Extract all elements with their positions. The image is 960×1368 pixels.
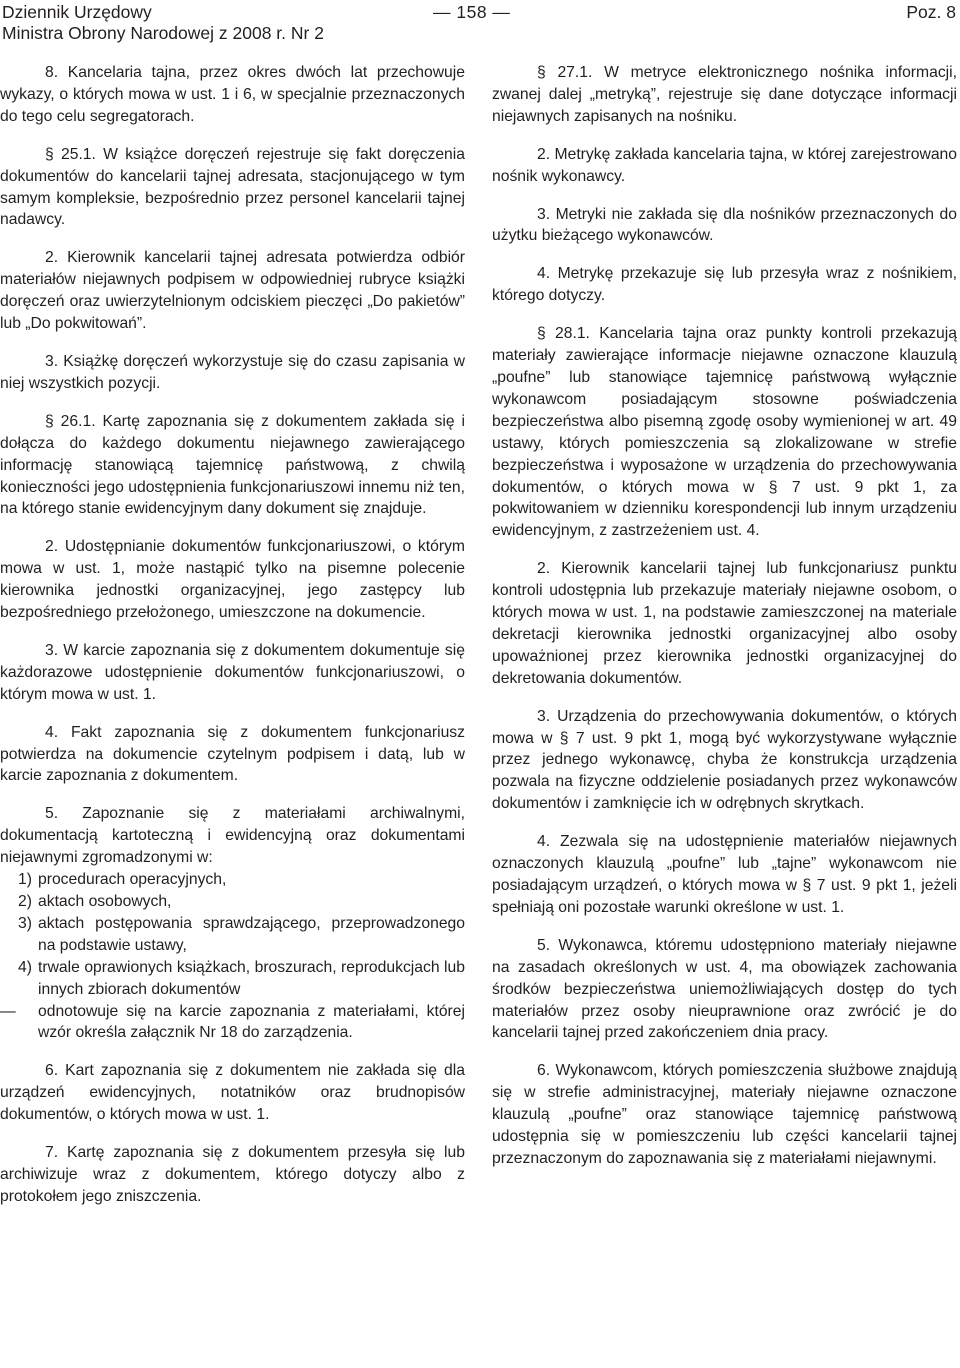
right-column xyxy=(492,62,957,1186)
paragraph: 6. Kart zapoznania się z dokumentem nie zakłada się dla urządzeń ewidencyjnych, notatników oraz brudnopisów dokumentów, o których mowa w ust. 1. xyxy=(0,1062,465,1124)
section-26: § 26.1. Kartę zapoznania się z dokumentem zakłada się i dołącza do każdego dokumentu niejawnego zawierającego informację stanowiącą tajemnicę państwową, z chwilą konieczności jego udostępnienia funkcjonariuszowi innemu niż ten, na którego stanie ewidencyjnym dany dokument się znajduje. xyxy=(0,412,465,518)
page-header xyxy=(0,0,960,48)
paragraph: 2. Metrykę zakłada kancelaria tajna, w której zarejestrowano nośnik wykonawcy. xyxy=(492,145,957,185)
paragraph: 8. Kancelaria tajna, przez okres dwóch lat przechowuje wykazy, o których mowa w ust. 1 i 6, w specjalnie przeznaczonych do tego celu segregatorach. xyxy=(0,64,465,125)
dash-clause xyxy=(0,1001,465,1045)
list-marker: 1) xyxy=(18,871,32,889)
section-27: § 27.1. W metryce elektronicznego nośnika informacji, zwanej dalej „metryką”, rejestruje się dane dotyczące informacji niejawnych zapisanych na nośniku. xyxy=(492,64,957,125)
paragraph: 5. Zapoznanie się z materiałami archiwalnymi, dokumentacją kartoteczną i ewidencyjną oraz dokumentami niejawnymi zgromadzonymi w: xyxy=(0,805,465,867)
section-28: § 28.1. Kancelaria tajna oraz punkty kontroli przekazują materiały zawierające informacje niejawne oznaczone klauzulą „poufne” lub stanowiące tajemnicę państwową wyłącznie wykonawcom posiadającym stosowne poświadczenia bezpieczeństwa albo pisemną zgodę osoby wymienionej w art. 49 ustawy, których pomieszczenia są zlokalizowane w strefie bezpieczeństwa i wyposażone w urządzenia do przechowywania dokumentów, o których mowa w § 7 ust. 9 pkt 1, za pokwitowaniem w dzienniku korespondencji lub innym urządzeniu ewidencyjnym, z zastrzeżeniem ust. 4. xyxy=(492,325,957,540)
list-item xyxy=(0,957,465,1001)
paragraph: 3. Metryki nie zakłada się dla nośników przeznaczonych do użytku bieżącego wykonawców. xyxy=(492,205,957,245)
paragraph: 4. Zezwala się na udostępnienie materiałów niejawnych oznaczonych klauzulą „poufne” lub „tajne” wykonawcom nie posiadającym urządzeń, o których mowa w § 7 ust. 9 pkt 1, jeżeli spełniają oni pozostałe warunki określone w ust. 1. xyxy=(492,833,957,916)
paragraph: 5. Wykonawca, któremu udostępniono materiały niejawne na zasadach określonych w ust. 4, ma obowiązek zachowania środków bezpieczeństwa uniemożliwiających dostęp do tych materiałów przez osoby nieuprawnione oraz zwrócić je do kancelarii tajnej przed zakończeniem dnia pracy. xyxy=(492,936,957,1042)
paragraph: 6. Wykonawcom, których pomieszczenia służbowe znajdują się w strefie administracyjnej, materiały niejawne oznaczone klauzulą „poufne” oraz stanowiące tajemnicę państwową udostępnia się w pomieszczeniu lub części kancelarii tajnej przeznaczonym do zapoznawania się z materiałami niejawnymi. xyxy=(492,1062,957,1167)
paragraph: 2. Kierownik kancelarii tajnej adresata potwierdza odbiór materiałów niejawnych podpisem w odpowiedniej rubryce książki doręczeń oraz uwierzytelnionym odciskiem pieczęci „Do pakietów” lub „Do pokwitowań”. xyxy=(0,249,465,333)
list-item xyxy=(0,869,465,891)
page-number: — 158 — xyxy=(433,2,511,22)
list-item-text: procedurach operacyjnych, xyxy=(38,871,227,889)
paragraph: 4. Metrykę przekazuje się lub przesyła wraz z nośnikiem, którego dotyczy. xyxy=(492,265,957,305)
list-item xyxy=(0,913,465,957)
list-item-text: aktach postępowania sprawdzającego, przeprowadzonego na podstawie ustawy, xyxy=(38,914,465,954)
left-column xyxy=(0,62,465,1224)
paragraph: 3. Urządzenia do przechowywania dokumentów, o których mowa w § 7 ust. 9 pkt 1, mogą być wykorzystywane wyłącznie przez jednego wykonawcę, chyba że konstrukcja urządzenia pozwala na fizyczne oddzielenie posiadanych przez wykonawców dokumentów i zamknięcie ich w odrębnych skrytkach. xyxy=(492,707,957,813)
paragraph: 4. Fakt zapoznania się z dokumentem funkcjonariusz potwierdza na dokumencie czytelnym podpisem i datą, lub w karcie zapoznania z dokumentem. xyxy=(0,723,465,785)
journal-title: Dziennik Urzędowy xyxy=(2,2,152,22)
paragraph: 7. Kartę zapoznania się z dokumentem przesyła się lub archiwizuje wraz z dokumentem, którego dotyczy albo z protokołem jego zniszczenia. xyxy=(0,1144,465,1205)
section-25: § 25.1. W książce doręczeń rejestruje się fakt doręczenia dokumentów do kancelarii tajnej adresata, stacjonującego w tym samym kompleksie, bezpośrednio przez personel kancelarii tajnej nadawcy. xyxy=(0,145,465,229)
paragraph: 3. Książkę doręczeń wykorzystuje się do czasu zapisania w niej wszystkich pozycji. xyxy=(0,352,465,392)
position-number: Poz. 8 xyxy=(906,2,956,22)
paragraph: 2. Udostępnianie dokumentów funkcjonariuszowi, o którym mowa w ust. 1, może nastąpić tylko na pisemne polecenie kierownika jednostki organizacyjnej, jego zastępcy lub bezpośredniego przełożonego, umieszczone na dokumencie. xyxy=(0,538,465,622)
enumerated-list xyxy=(0,869,465,1000)
list-item xyxy=(0,891,465,913)
dash-clause-text: odnotowuje się na karcie zapoznania z materiałami, której wzór określa załącznik Nr 18 do zarządzenia. xyxy=(38,1002,465,1042)
dash-marker: — xyxy=(0,1002,16,1020)
paragraph: 3. W karcie zapoznania się z dokumentem dokumentuje się każdorazowe udostępnienie dokumentów funkcjonariuszowi, o którym mowa w ust. 1. xyxy=(0,641,465,703)
paragraph: 2. Kierownik kancelarii tajnej lub funkcjonariusz punktu kontroli udostępnia lub przekazuje materiały niejawne osobom, o których mowa w ust. 1, na podstawie zamieszczonej na materiale dekretacji kierownika jednostki organizacyjnej albo osoby upoważnionej przez kierownika jednostki organizacyjnej do dekretowania dokumentów. xyxy=(492,560,957,687)
list-marker: 4) xyxy=(18,958,32,976)
ministry-line: Ministra Obrony Narodowej z 2008 r. Nr 2 xyxy=(2,23,324,43)
list-item-text: aktach osobowych, xyxy=(38,893,172,910)
list-marker: 2) xyxy=(18,893,32,910)
list-item-text: trwale oprawionych książkach, broszurach, reprodukcjach lub innych zbiorach dokumentów xyxy=(38,958,465,998)
list-marker: 3) xyxy=(18,914,32,932)
